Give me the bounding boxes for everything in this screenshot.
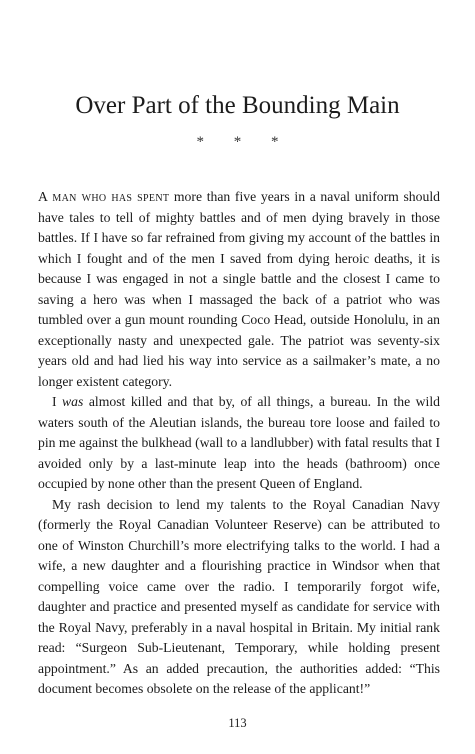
- section-ornament: * * *: [196, 134, 279, 150]
- paragraph-1: [38, 187, 440, 392]
- paragraph-1-text: more than five years in a naval uniform should have tales to tell of mighty battles and of men dying bravely in those battles. If I have so far refrained from giving my account of the battles in which I fought and of the men I saved from dying heroic deaths, it is because I was engaged in not a single battle and the closest I came to saving a hero was when I massaged the back of a patriot who was tumbled over a gun mount rounding Coco Head, outside Honolulu, in an exceptionally nasty and unexpected gale. The patriot was seventy-six years old and had lied his way into service as a sailmaker’s mate, a no longer existent category.: [38, 189, 440, 389]
- chapter-body: [38, 187, 440, 700]
- paragraph-2-text: almost killed and that by, of all things, a bureau. In the wild waters south of the Aleutian islands, the bureau tore loose and failed to pin me against the bulkhead (wall to a landlubber) with fatal results that I avoided only by a last-minute leap into the heads (bathroom) once occupied by none other than the present Queen of England.: [38, 394, 440, 491]
- paragraph-2-lead: I: [52, 394, 57, 409]
- chapter-title: Over Part of the Bounding Main: [75, 92, 400, 119]
- paragraph-2-emphasis: was: [62, 394, 84, 409]
- page-number: 113: [228, 716, 247, 730]
- paragraph-2: [38, 392, 440, 495]
- paragraph-3: My rash decision to lend my talents to the Royal Canadian Navy (formerly the Royal Canadian Volunteer Reserve) can be attributed to one of Winston Churchill’s more electrifying talks to the world. I had a wife, a new daughter and a flourishing practice in Windsor when that compelling voice came over the radio. I temporarily forgot wife, daughter and practice and presented myself as candidate for service with the Royal Navy, preferably in a naval hospital in Britain. My initial rank read: “Surgeon Sub-Lieutenant, Temporary, while holding present appointment.” As an added precaution, the authorities added: “This document becomes obsolete on the release of the applicant!”: [38, 496, 440, 696]
- paragraph-1-lead: A man who has spent: [38, 189, 170, 204]
